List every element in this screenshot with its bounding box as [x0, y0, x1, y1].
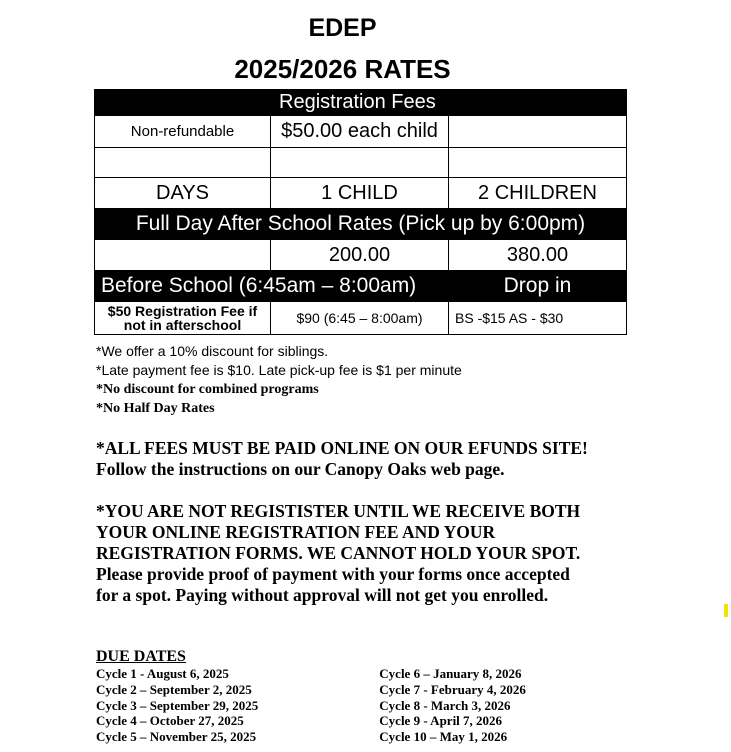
combined-note: *No discount for combined programs: [96, 382, 319, 397]
due-date-item: Cycle 3 – September 29, 2025: [96, 697, 259, 713]
late-fee-note: *Late payment fee is $10. Late pick-up fee is $1 per minute: [96, 362, 462, 378]
registration-fees-header: Registration Fees: [271, 90, 627, 116]
two-children-label: 2 CHILDREN: [449, 178, 627, 209]
due-dates-right: [379, 666, 576, 745]
due-date-item: Cycle 6 – January 8, 2026: [379, 666, 522, 681]
due-dates-heading: DUE DATES: [96, 648, 186, 665]
due-dates-section: [96, 648, 576, 745]
due-date-item: Cycle 7 - February 4, 2026: [379, 681, 526, 697]
rates-table: [94, 89, 627, 335]
due-date-item: Cycle 4 – October 27, 2025: [96, 713, 244, 729]
highlight-mark: [724, 604, 728, 617]
half-day-note: *No Half Day Rates: [96, 401, 215, 416]
rate-one-child: 200.00: [271, 240, 449, 271]
rates-title: 2025/2026 RATES: [234, 54, 451, 84]
bs-registration-note: $50 Registration Fee if not in afterschool: [95, 302, 271, 335]
due-date-item: Cycle 8 - March 3, 2026: [379, 697, 511, 713]
nonrefundable-label: Non-refundable: [95, 116, 271, 148]
due-date-item: Cycle 5 – November 25, 2025: [96, 729, 257, 745]
due-date-item: Cycle 9 - April 7, 2026: [379, 713, 503, 729]
due-date-item: Cycle 2 – September 2, 2025: [96, 681, 252, 697]
drop-in-header: Drop in: [449, 271, 627, 302]
org-title: EDEP: [308, 14, 377, 42]
registration-paragraph: *YOU ARE NOT REGISTISTER UNTIL WE RECEIVE BOTH YOUR ONLINE REGISTRATION FEE AND YOUR REGISTRATION FORMS. WE CANNOT HOLD YOUR SPOT. Please provide proof of payment with your forms once accepted for a spot. Paying without approval will not get you enrolled.: [96, 501, 581, 605]
drop-in-rates: BS -$15 AS - $30: [449, 302, 627, 335]
one-child-label: 1 CHILD: [271, 178, 449, 209]
full-day-header: Full Day After School Rates (Pick up by 6:00pm): [95, 209, 627, 240]
notes: [96, 342, 462, 418]
bs-rate: $90 (6:45 – 8:00am): [271, 302, 449, 335]
due-date-item: Cycle 1 - August 6, 2025: [96, 666, 229, 681]
registration-amount: $50.00 each child: [271, 116, 449, 148]
fees-online-paragraph: *ALL FEES MUST BE PAID ONLINE ON OUR EFUNDS SITE! Follow the instructions on our Canopy Oaks web page.: [96, 438, 588, 479]
days-label: DAYS: [95, 178, 271, 209]
rate-two-children: 380.00: [449, 240, 627, 271]
due-date-item: Cycle 10 – May 1, 2026: [379, 729, 508, 745]
sibling-note: *We offer a 10% discount for siblings.: [96, 343, 329, 359]
due-dates-left: [96, 666, 379, 745]
before-school-header: Before School (6:45am – 8:00am): [95, 271, 449, 302]
